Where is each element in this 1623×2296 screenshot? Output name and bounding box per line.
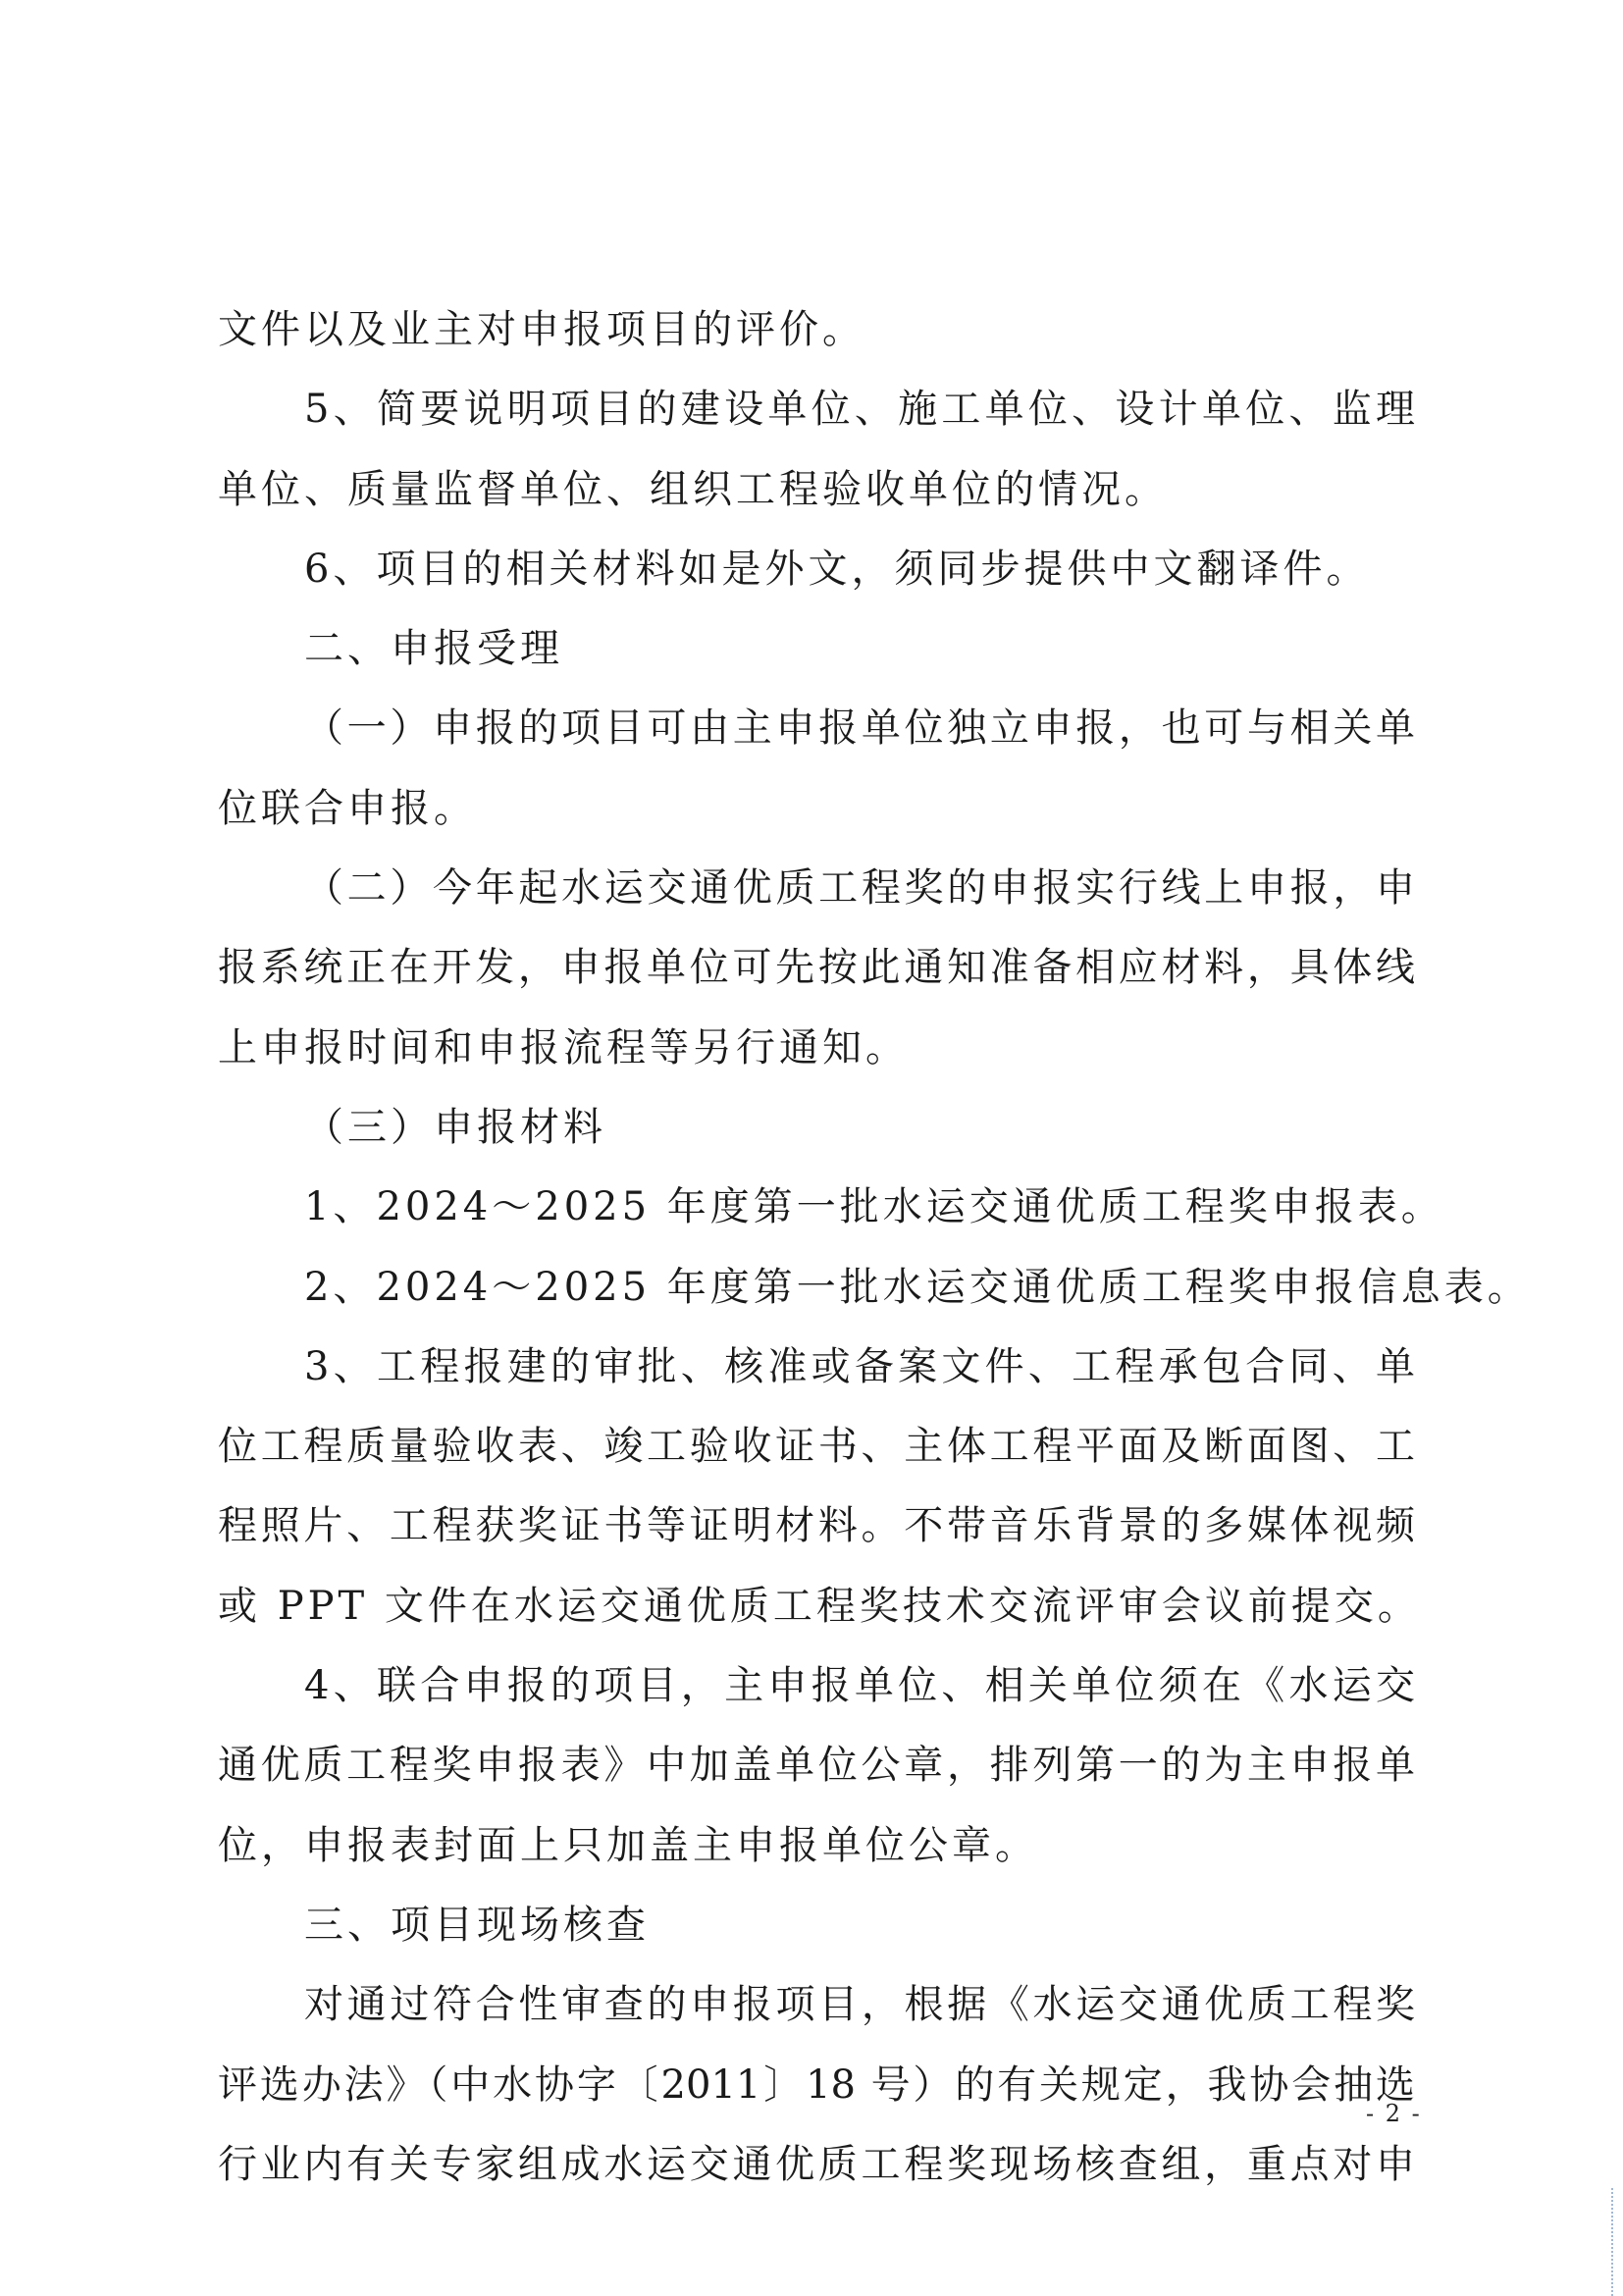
text-line: 位，申报表封面上只加盖主申报单位公章。	[218, 1822, 1038, 1868]
text-line: （三）申报材料	[304, 1104, 606, 1150]
text-line: 三、项目现场核查	[304, 1902, 650, 1948]
text-line: 报系统正在开发，申报单位可先按此通知准备相应材料，具体线	[218, 945, 1415, 991]
text-line: 位联合申报。	[218, 785, 477, 831]
text-line: 对通过符合性审查的申报项目，根据《水运交通优质工程奖	[304, 1982, 1415, 2028]
text-line: 单位、质量监督单位、组织工程验收单位的情况。	[218, 466, 1168, 512]
text-line: 评选办法》（中水协字〔2011〕18 号）的有关规定，我协会抽选	[218, 2061, 1415, 2108]
text-line: 或 PPT 文件在水运交通优质工程奖技术交流评审会议前提交。	[218, 1583, 1421, 1629]
text-line: 通优质工程奖申报表》中加盖单位公章，排列第一的为主申报单	[218, 1743, 1415, 1789]
page-number: - 2 -	[1366, 2100, 1422, 2127]
text-line: （二）今年起水运交通优质工程奖的申报实行线上申报，申	[304, 865, 1415, 912]
text-line: 3、工程报建的审批、核准或备案文件、工程承包合同、单	[304, 1343, 1415, 1389]
text-line: 二、申报受理	[304, 626, 563, 672]
text-line: 6、项目的相关材料如是外文，须同步提供中文翻译件。	[304, 546, 1370, 592]
text-line: 上申报时间和申报流程等另行通知。	[218, 1024, 909, 1070]
text-line: 4、联合申报的项目，主申报单位、相关单位须在《水运交	[304, 1663, 1415, 1709]
text-line: 程照片、工程获奖证书等证明材料。不带音乐背景的多媒体视频	[218, 1503, 1415, 1549]
text-line: 文件以及业主对申报项目的评价。	[218, 307, 865, 352]
body-text	[218, 290, 1531, 2205]
text-line: （一）申报的项目可由主申报单位独立申报，也可与相关单	[304, 705, 1415, 752]
text-line: 1、2024～2025 年度第一批水运交通优质工程奖申报表。	[304, 1184, 1444, 1230]
text-line: 5、简要说明项目的建设单位、施工单位、设计单位、监理	[304, 387, 1415, 433]
text-line: 2、2024～2025 年度第一批水运交通优质工程奖申报信息表。	[304, 1264, 1531, 1310]
text-line: 行业内有关专家组成水运交通优质工程奖现场核查组，重点对申	[218, 2141, 1415, 2187]
text-line: 位工程质量验收表、竣工验收证书、主体工程平面及断面图、工	[218, 1424, 1415, 1470]
scan-edge-mark	[1611, 2188, 1623, 2296]
